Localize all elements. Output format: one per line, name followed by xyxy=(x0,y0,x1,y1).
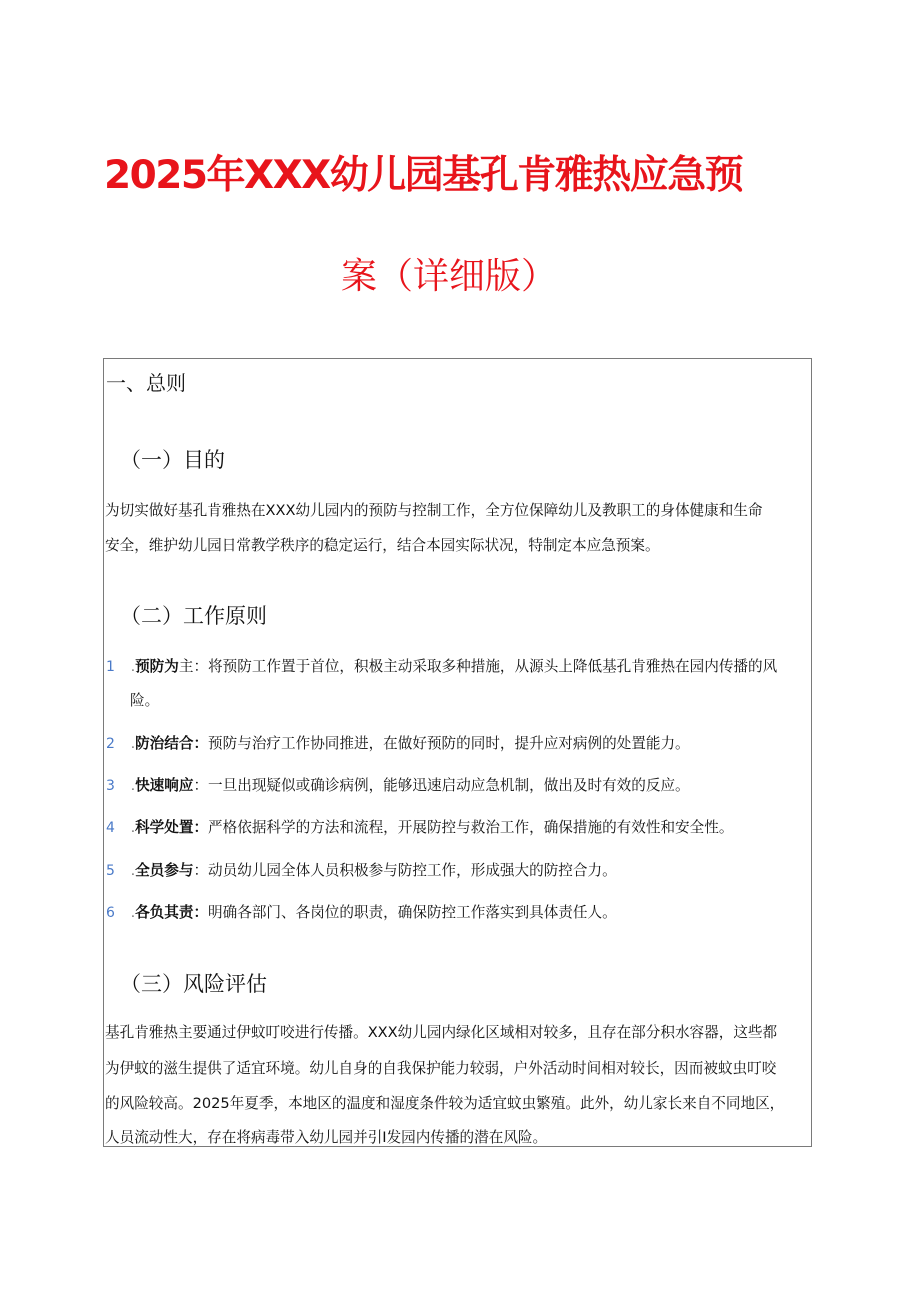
principle-item-2: 2 .防治结合：预防与治疗工作协同推进，在做好预防的同时，提升应对病例的处置能力。 xyxy=(106,735,690,752)
principle-text: 严格依据科学的方法和流程，开展防控与救治工作，确保措施的有效性和安全性。 xyxy=(208,819,734,836)
principle-item-4: 4 .科学处置：严格依据科学的方法和流程，开展防控与救治工作，确保措施的有效性和安全性。 xyxy=(106,819,734,836)
principle-keyword: 防治结合： xyxy=(135,735,209,752)
subsection-heading-purpose: （一）目的 xyxy=(120,448,225,472)
principle-keyword: 预防为 xyxy=(135,658,179,675)
principle-text: 预防与治疗工作协同推进，在做好预防的同时，提升应对病例的处置能力。 xyxy=(208,735,690,752)
list-number: 1 xyxy=(106,659,115,675)
principle-keyword: 各负其责： xyxy=(135,904,209,921)
principle-keyword: 快速响应 xyxy=(135,777,194,794)
principle-text: ：动员幼儿园全体人员积极参与防控工作，形成强大的防控合力。 xyxy=(193,862,617,879)
subsection-heading-risk: （三）风险评估 xyxy=(120,972,267,996)
risk-line-2: 为伊蚊的滋生提供了适宜环境。幼儿自身的自我保护能力较弱，户外活动时间相对较长，因而被蚊虫叮咬 xyxy=(105,1060,777,1077)
list-number: 5 xyxy=(106,863,115,879)
list-number: 6 xyxy=(106,905,115,921)
document-title-line-2: 案（详细版） xyxy=(341,256,558,297)
principle-text: 主：将预防工作置于首位，积极主动采取多种措施，从源头上降低基孔肯雅热在园内传播的风 xyxy=(178,658,778,675)
principle-text: ：一旦出现疑似或确诊病例，能够迅速启动应急机制，做出及时有效的反应。 xyxy=(193,777,690,794)
principle-keyword: 全员参与 xyxy=(135,862,194,879)
principle-keyword: 科学处置： xyxy=(135,819,209,836)
principle-text: 明确各部门、各岗位的职责，确保防控工作落实到具体责任人。 xyxy=(208,904,617,921)
purpose-line-2: 安全，维护幼儿园日常教学秩序的稳定运行，结合本园实际状况，特制定本应急预案。 xyxy=(105,537,660,554)
subsection-heading-principles: （二）工作原则 xyxy=(120,604,267,628)
principle-item-5: 5 .全员参与：动员幼儿园全体人员积极参与防控工作，形成强大的防控合力。 xyxy=(106,862,617,879)
list-number: 4 xyxy=(106,820,115,836)
list-number: 3 xyxy=(106,778,115,794)
document-title-line-1: 2025年XXX幼儿园基孔肯雅热应急预 xyxy=(104,153,743,198)
risk-line-1: 基孔肯雅热主要通过伊蚊叮咬进行传播。XXX幼儿园内绿化区域相对较多，且存在部分积水容器，这些都 xyxy=(105,1024,778,1041)
section-heading-general: 一、总则 xyxy=(106,371,186,395)
risk-line-3: 的风险较高。2025年夏季，本地区的温度和湿度条件较为适宜蚊虫繁殖。此外，幼儿家长来自不同地区， xyxy=(105,1095,785,1112)
principle-item-6: 6 .各负其责：明确各部门、各岗位的职责，确保防控工作落实到具体责任人。 xyxy=(106,904,617,921)
risk-line-4: 人员流动性大，存在将病毒带入幼儿园并引I发园内传播的潜在风险。 xyxy=(105,1129,548,1146)
principle-item-1: 1 .预防为主：将预防工作置于首位，积极主动采取多种措施，从源头上降低基孔肯雅热在园内传播的风 xyxy=(106,658,778,675)
principle-item-3: 3 .快速响应：一旦出现疑似或确诊病例，能够迅速启动应急机制，做出及时有效的反应。 xyxy=(106,777,690,794)
purpose-line-1: 为切实做好基孔肯雅热在XXX幼儿园内的预防与控制工作，全方位保障幼儿及教职工的身体健康和生命 xyxy=(105,502,763,519)
list-number: 2 xyxy=(106,736,115,752)
principle-item-1-continuation: 险。 xyxy=(130,692,160,709)
